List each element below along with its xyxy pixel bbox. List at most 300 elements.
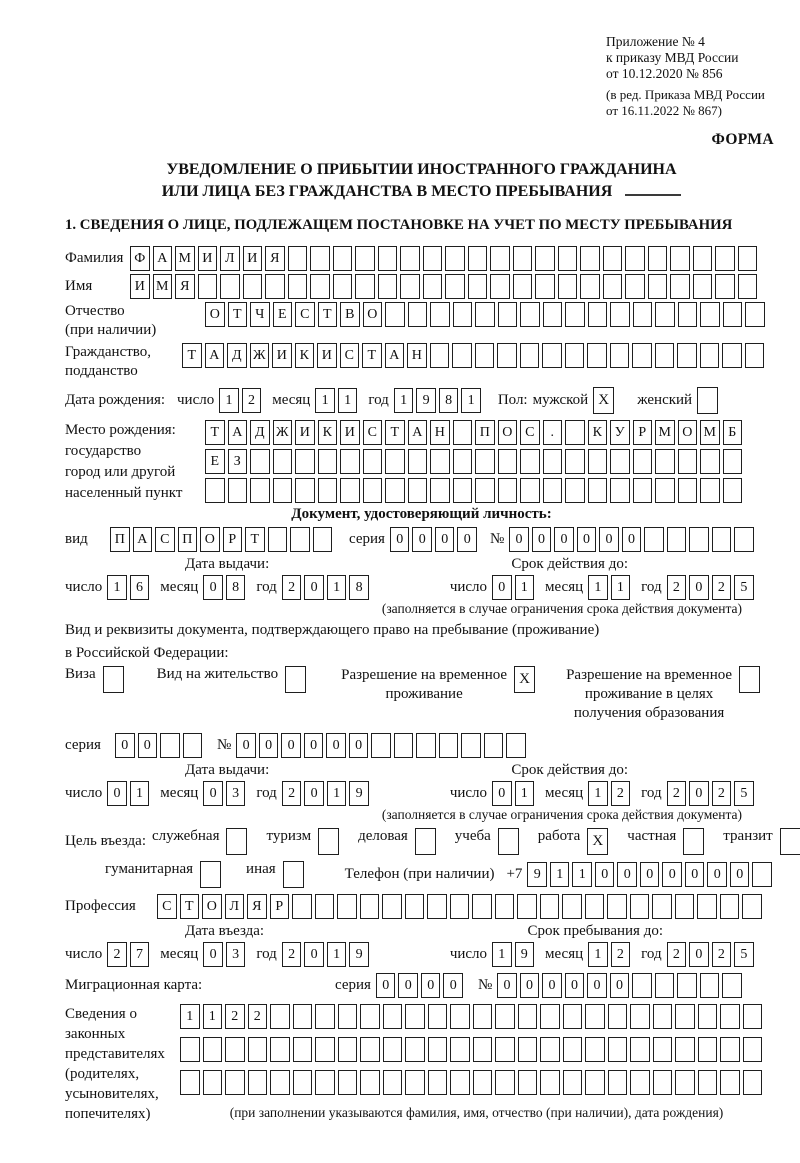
given-name-cell[interactable] (423, 274, 443, 299)
citizenship-cell[interactable]: А (385, 343, 405, 368)
birth-place-cell[interactable]: П (475, 420, 495, 445)
purpose-other-checkbox[interactable] (283, 861, 304, 888)
phone-digit-cell[interactable]: 0 (617, 862, 637, 887)
female-checkbox[interactable] (697, 387, 718, 414)
migration-number-cell[interactable]: 0 (565, 973, 585, 998)
birth-place-cell[interactable] (453, 449, 473, 474)
identity-series-cell[interactable]: 0 (457, 527, 477, 552)
legal-reps-cell[interactable] (428, 1004, 448, 1029)
phone-digit-cell[interactable]: 1 (550, 862, 570, 887)
legal-reps-cell[interactable] (473, 1070, 493, 1095)
legal-reps-cell[interactable] (338, 1037, 358, 1062)
surname-cell[interactable] (738, 246, 758, 271)
citizenship-cell[interactable] (632, 343, 652, 368)
identity-number-cell[interactable]: 0 (599, 527, 619, 552)
migration-number-cell[interactable]: 0 (520, 973, 540, 998)
profession-cell[interactable] (562, 894, 582, 919)
residence-number-cell[interactable]: 0 (349, 733, 369, 758)
identity-kind-cell[interactable]: С (155, 527, 175, 552)
citizenship-cell[interactable] (565, 343, 585, 368)
legal-reps-cell[interactable] (428, 1070, 448, 1095)
identity-expiry-day-cell[interactable]: 1 (515, 575, 535, 600)
surname-cell[interactable] (648, 246, 668, 271)
legal-reps-cell[interactable] (630, 1037, 650, 1062)
birth-month-cell[interactable]: 1 (338, 388, 358, 413)
legal-reps-cell[interactable] (585, 1004, 605, 1029)
citizenship-cell[interactable]: Д (227, 343, 247, 368)
entry-month-cell[interactable]: 0 (203, 942, 223, 967)
legal-reps-cell[interactable] (540, 1004, 560, 1029)
citizenship-cell[interactable]: А (205, 343, 225, 368)
patronymic-cell[interactable] (543, 302, 563, 327)
birth-year-cell[interactable]: 9 (416, 388, 436, 413)
identity-number-cell[interactable]: 0 (532, 527, 552, 552)
birth-place-cell[interactable]: У (610, 420, 630, 445)
entry-day-cell[interactable]: 7 (130, 942, 150, 967)
identity-expiry-year-cell[interactable]: 2 (667, 575, 687, 600)
surname-cell[interactable] (693, 246, 713, 271)
profession-cell[interactable] (675, 894, 695, 919)
migration-number-cell[interactable]: 0 (497, 973, 517, 998)
birth-place-cell[interactable] (520, 478, 540, 503)
given-name-cell[interactable] (693, 274, 713, 299)
legal-reps-cell[interactable] (338, 1070, 358, 1095)
identity-kind-cell[interactable]: Т (245, 527, 265, 552)
birth-place-cell[interactable] (295, 449, 315, 474)
patronymic-cell[interactable] (475, 302, 495, 327)
surname-cell[interactable] (468, 246, 488, 271)
citizenship-cell[interactable]: Т (362, 343, 382, 368)
profession-cell[interactable] (427, 894, 447, 919)
legal-reps-cell[interactable] (270, 1037, 290, 1062)
legal-reps-cell[interactable] (630, 1070, 650, 1095)
visa-checkbox[interactable] (103, 666, 124, 693)
residence-series-cell[interactable]: 0 (138, 733, 158, 758)
birth-place-cell[interactable] (700, 449, 720, 474)
stay-until-month-cell[interactable]: 1 (588, 942, 608, 967)
residence-number-cell[interactable] (439, 733, 459, 758)
legal-reps-cell[interactable] (180, 1037, 200, 1062)
entry-year-cell[interactable]: 9 (349, 942, 369, 967)
citizenship-cell[interactable] (452, 343, 472, 368)
given-name-cell[interactable] (535, 274, 555, 299)
identity-issue-year-cell[interactable]: 1 (327, 575, 347, 600)
surname-cell[interactable] (513, 246, 533, 271)
birth-place-cell[interactable] (318, 449, 338, 474)
legal-reps-cell[interactable] (338, 1004, 358, 1029)
residence-number-cell[interactable] (484, 733, 504, 758)
residence-number-cell[interactable]: 0 (281, 733, 301, 758)
patronymic-cell[interactable]: Т (228, 302, 248, 327)
birth-place-cell[interactable]: И (295, 420, 315, 445)
phone-digit-cell[interactable]: 0 (662, 862, 682, 887)
surname-cell[interactable] (535, 246, 555, 271)
legal-reps-cell[interactable] (315, 1070, 335, 1095)
birth-day-cell[interactable]: 1 (219, 388, 239, 413)
stay-until-day-cell[interactable]: 1 (492, 942, 512, 967)
legal-reps-cell[interactable] (518, 1070, 538, 1095)
patronymic-cell[interactable]: Т (318, 302, 338, 327)
surname-cell[interactable] (625, 246, 645, 271)
citizenship-cell[interactable]: Т (182, 343, 202, 368)
birth-place-cell[interactable] (475, 449, 495, 474)
profession-cell[interactable] (652, 894, 672, 919)
birth-place-cell[interactable] (453, 420, 473, 445)
surname-cell[interactable] (603, 246, 623, 271)
surname-cell[interactable] (378, 246, 398, 271)
profession-cell[interactable] (697, 894, 717, 919)
birth-place-cell[interactable]: А (228, 420, 248, 445)
legal-reps-cell[interactable] (630, 1004, 650, 1029)
identity-expiry-month-cell[interactable]: 1 (611, 575, 631, 600)
profession-cell[interactable] (472, 894, 492, 919)
surname-cell[interactable]: Ф (130, 246, 150, 271)
surname-cell[interactable] (288, 246, 308, 271)
patronymic-cell[interactable] (453, 302, 473, 327)
surname-cell[interactable] (670, 246, 690, 271)
profession-cell[interactable] (337, 894, 357, 919)
phone-digit-cell[interactable]: 0 (730, 862, 750, 887)
residence-number-cell[interactable] (394, 733, 414, 758)
birth-place-cell[interactable]: С (363, 420, 383, 445)
surname-cell[interactable]: И (243, 246, 263, 271)
birth-year-cell[interactable]: 1 (394, 388, 414, 413)
surname-cell[interactable] (445, 246, 465, 271)
given-name-cell[interactable] (580, 274, 600, 299)
residence-issue-year-cell[interactable]: 2 (282, 781, 302, 806)
stay-until-year-cell[interactable]: 2 (712, 942, 732, 967)
legal-reps-cell[interactable] (383, 1037, 403, 1062)
birth-place-cell[interactable] (340, 449, 360, 474)
residence-series-cell[interactable] (183, 733, 203, 758)
profession-cell[interactable] (405, 894, 425, 919)
phone-digit-cell[interactable]: 0 (640, 862, 660, 887)
birth-place-cell[interactable] (318, 478, 338, 503)
surname-cell[interactable]: М (175, 246, 195, 271)
birth-place-cell[interactable] (678, 478, 698, 503)
migration-number-cell[interactable]: 0 (587, 973, 607, 998)
identity-issue-day-cell[interactable]: 1 (107, 575, 127, 600)
given-name-cell[interactable] (558, 274, 578, 299)
profession-cell[interactable]: Т (180, 894, 200, 919)
legal-reps-cell[interactable]: 2 (248, 1004, 268, 1029)
entry-month-cell[interactable]: 3 (226, 942, 246, 967)
purpose-business-checkbox[interactable] (415, 828, 436, 855)
residence-number-cell[interactable]: 0 (236, 733, 256, 758)
identity-number-cell[interactable] (644, 527, 664, 552)
birth-place-cell[interactable] (543, 478, 563, 503)
phone-digit-cell[interactable]: 0 (595, 862, 615, 887)
patronymic-cell[interactable]: Е (273, 302, 293, 327)
patronymic-cell[interactable]: Ч (250, 302, 270, 327)
given-name-cell[interactable] (468, 274, 488, 299)
legal-reps-cell[interactable] (383, 1070, 403, 1095)
given-name-cell[interactable] (220, 274, 240, 299)
legal-reps-cell[interactable]: 1 (180, 1004, 200, 1029)
birth-place-cell[interactable] (363, 478, 383, 503)
birth-place-cell[interactable] (205, 478, 225, 503)
legal-reps-cell[interactable] (203, 1070, 223, 1095)
identity-kind-cell[interactable] (268, 527, 288, 552)
birth-place-cell[interactable] (273, 478, 293, 503)
legal-reps-cell[interactable] (248, 1070, 268, 1095)
birth-place-cell[interactable]: Е (205, 449, 225, 474)
patronymic-cell[interactable] (385, 302, 405, 327)
legal-reps-cell[interactable] (518, 1004, 538, 1029)
migration-number-cell[interactable] (722, 973, 742, 998)
given-name-cell[interactable] (670, 274, 690, 299)
identity-number-cell[interactable] (734, 527, 754, 552)
surname-cell[interactable] (490, 246, 510, 271)
migration-number-cell[interactable]: 0 (610, 973, 630, 998)
citizenship-cell[interactable] (542, 343, 562, 368)
identity-issue-month-cell[interactable]: 8 (226, 575, 246, 600)
birth-place-cell[interactable] (543, 449, 563, 474)
patronymic-cell[interactable]: В (340, 302, 360, 327)
birth-place-cell[interactable]: . (543, 420, 563, 445)
legal-reps-cell[interactable] (743, 1004, 763, 1029)
entry-year-cell[interactable]: 0 (304, 942, 324, 967)
identity-issue-year-cell[interactable]: 2 (282, 575, 302, 600)
identity-expiry-day-cell[interactable]: 0 (492, 575, 512, 600)
given-name-cell[interactable] (265, 274, 285, 299)
profession-cell[interactable] (585, 894, 605, 919)
birth-place-cell[interactable]: О (498, 420, 518, 445)
birth-place-cell[interactable]: Н (430, 420, 450, 445)
birth-place-cell[interactable] (723, 478, 743, 503)
birth-place-cell[interactable]: К (318, 420, 338, 445)
profession-cell[interactable] (292, 894, 312, 919)
identity-issue-month-cell[interactable]: 0 (203, 575, 223, 600)
identity-expiry-year-cell[interactable]: 0 (689, 575, 709, 600)
birth-place-cell[interactable] (408, 449, 428, 474)
birth-place-cell[interactable]: И (340, 420, 360, 445)
given-name-cell[interactable] (378, 274, 398, 299)
surname-cell[interactable] (400, 246, 420, 271)
given-name-cell[interactable] (648, 274, 668, 299)
legal-reps-cell[interactable] (698, 1004, 718, 1029)
migration-number-cell[interactable] (632, 973, 652, 998)
given-name-cell[interactable] (198, 274, 218, 299)
legal-reps-cell[interactable] (720, 1004, 740, 1029)
patronymic-cell[interactable] (430, 302, 450, 327)
birth-place-cell[interactable] (565, 478, 585, 503)
legal-reps-cell[interactable] (450, 1004, 470, 1029)
legal-reps-cell[interactable] (720, 1070, 740, 1095)
legal-reps-cell[interactable] (518, 1037, 538, 1062)
patronymic-cell[interactable]: О (363, 302, 383, 327)
residence-issue-year-cell[interactable]: 1 (327, 781, 347, 806)
citizenship-cell[interactable]: Ж (250, 343, 270, 368)
identity-number-cell[interactable] (689, 527, 709, 552)
patronymic-cell[interactable] (655, 302, 675, 327)
legal-reps-cell[interactable] (383, 1004, 403, 1029)
legal-reps-cell[interactable] (428, 1037, 448, 1062)
birth-month-cell[interactable]: 1 (315, 388, 335, 413)
identity-expiry-year-cell[interactable]: 2 (712, 575, 732, 600)
purpose-tourism-checkbox[interactable] (318, 828, 339, 855)
residence-expiry-month-cell[interactable]: 1 (588, 781, 608, 806)
legal-reps-cell[interactable] (473, 1004, 493, 1029)
legal-reps-cell[interactable] (653, 1037, 673, 1062)
legal-reps-cell[interactable] (585, 1037, 605, 1062)
profession-cell[interactable] (495, 894, 515, 919)
residence-expiry-year-cell[interactable]: 5 (734, 781, 754, 806)
legal-reps-cell[interactable] (270, 1070, 290, 1095)
residence-permit-checkbox[interactable] (285, 666, 306, 693)
birth-place-cell[interactable] (610, 478, 630, 503)
birth-place-cell[interactable] (678, 449, 698, 474)
legal-reps-cell[interactable] (248, 1037, 268, 1062)
identity-number-cell[interactable]: 0 (509, 527, 529, 552)
legal-reps-cell[interactable] (653, 1004, 673, 1029)
birth-year-cell[interactable]: 1 (461, 388, 481, 413)
patronymic-cell[interactable] (610, 302, 630, 327)
citizenship-cell[interactable]: И (317, 343, 337, 368)
birth-place-cell[interactable] (228, 478, 248, 503)
legal-reps-cell[interactable] (563, 1004, 583, 1029)
migration-series-cell[interactable]: 0 (398, 973, 418, 998)
birth-place-cell[interactable] (385, 478, 405, 503)
legal-reps-cell[interactable] (315, 1037, 335, 1062)
citizenship-cell[interactable] (497, 343, 517, 368)
residence-expiry-year-cell[interactable]: 2 (712, 781, 732, 806)
legal-reps-cell[interactable]: 2 (225, 1004, 245, 1029)
citizenship-cell[interactable] (700, 343, 720, 368)
legal-reps-cell[interactable] (405, 1070, 425, 1095)
birth-place-cell[interactable]: Ж (273, 420, 293, 445)
patronymic-cell[interactable] (723, 302, 743, 327)
legal-reps-cell[interactable] (743, 1037, 763, 1062)
legal-reps-cell[interactable] (608, 1070, 628, 1095)
migration-series-cell[interactable]: 0 (443, 973, 463, 998)
residence-number-cell[interactable] (371, 733, 391, 758)
phone-digit-cell[interactable]: 9 (527, 862, 547, 887)
birth-place-cell[interactable] (633, 478, 653, 503)
phone-digit-cell[interactable] (752, 862, 772, 887)
legal-reps-cell[interactable] (495, 1070, 515, 1095)
birth-place-cell[interactable]: М (700, 420, 720, 445)
legal-reps-cell[interactable] (563, 1037, 583, 1062)
identity-number-cell[interactable]: 0 (554, 527, 574, 552)
birth-place-cell[interactable] (430, 449, 450, 474)
identity-number-cell[interactable] (667, 527, 687, 552)
given-name-cell[interactable] (715, 274, 735, 299)
legal-reps-cell[interactable] (473, 1037, 493, 1062)
temp-residence-checkbox[interactable]: X (514, 666, 535, 693)
citizenship-cell[interactable] (587, 343, 607, 368)
profession-cell[interactable] (540, 894, 560, 919)
given-name-cell[interactable]: Я (175, 274, 195, 299)
identity-kind-cell[interactable]: А (133, 527, 153, 552)
legal-reps-cell[interactable] (675, 1070, 695, 1095)
given-name-cell[interactable] (355, 274, 375, 299)
profession-cell[interactable]: Я (247, 894, 267, 919)
birth-place-cell[interactable] (723, 449, 743, 474)
birth-place-cell[interactable] (363, 449, 383, 474)
profession-cell[interactable] (315, 894, 335, 919)
patronymic-cell[interactable] (588, 302, 608, 327)
surname-cell[interactable]: И (198, 246, 218, 271)
identity-number-cell[interactable]: 0 (622, 527, 642, 552)
identity-series-cell[interactable]: 0 (412, 527, 432, 552)
given-name-cell[interactable] (310, 274, 330, 299)
legal-reps-cell[interactable] (585, 1070, 605, 1095)
identity-kind-cell[interactable]: П (178, 527, 198, 552)
migration-series-cell[interactable]: 0 (421, 973, 441, 998)
edu-residence-checkbox[interactable] (739, 666, 760, 693)
given-name-cell[interactable]: М (153, 274, 173, 299)
identity-series-cell[interactable]: 0 (390, 527, 410, 552)
residence-series-cell[interactable]: 0 (115, 733, 135, 758)
residence-number-cell[interactable] (506, 733, 526, 758)
legal-reps-cell[interactable] (360, 1004, 380, 1029)
phone-digit-cell[interactable]: 0 (685, 862, 705, 887)
migration-number-cell[interactable]: 0 (542, 973, 562, 998)
profession-cell[interactable] (360, 894, 380, 919)
residence-expiry-year-cell[interactable]: 2 (667, 781, 687, 806)
residence-number-cell[interactable]: 0 (304, 733, 324, 758)
patronymic-cell[interactable] (678, 302, 698, 327)
legal-reps-cell[interactable] (315, 1004, 335, 1029)
profession-cell[interactable] (607, 894, 627, 919)
residence-number-cell[interactable] (461, 733, 481, 758)
birth-place-cell[interactable] (520, 449, 540, 474)
surname-cell[interactable] (558, 246, 578, 271)
birth-place-cell[interactable]: М (655, 420, 675, 445)
given-name-cell[interactable] (333, 274, 353, 299)
profession-cell[interactable]: Л (225, 894, 245, 919)
identity-number-cell[interactable]: 0 (577, 527, 597, 552)
legal-reps-cell[interactable]: 1 (203, 1004, 223, 1029)
legal-reps-cell[interactable] (653, 1070, 673, 1095)
birth-place-cell[interactable] (498, 449, 518, 474)
residence-issue-day-cell[interactable]: 1 (130, 781, 150, 806)
patronymic-cell[interactable] (408, 302, 428, 327)
legal-reps-cell[interactable] (563, 1070, 583, 1095)
profession-cell[interactable] (450, 894, 470, 919)
birth-place-cell[interactable] (588, 478, 608, 503)
birth-place-cell[interactable]: Б (723, 420, 743, 445)
legal-reps-cell[interactable] (675, 1004, 695, 1029)
legal-reps-cell[interactable] (608, 1004, 628, 1029)
citizenship-cell[interactable]: К (295, 343, 315, 368)
citizenship-cell[interactable]: Н (407, 343, 427, 368)
surname-cell[interactable] (715, 246, 735, 271)
identity-series-cell[interactable]: 0 (435, 527, 455, 552)
given-name-cell[interactable] (603, 274, 623, 299)
stay-until-year-cell[interactable]: 0 (689, 942, 709, 967)
patronymic-cell[interactable] (633, 302, 653, 327)
residence-issue-month-cell[interactable]: 3 (226, 781, 246, 806)
given-name-cell[interactable] (288, 274, 308, 299)
legal-reps-cell[interactable] (608, 1037, 628, 1062)
given-name-cell[interactable] (490, 274, 510, 299)
patronymic-cell[interactable] (520, 302, 540, 327)
patronymic-cell[interactable]: О (205, 302, 225, 327)
identity-issue-year-cell[interactable]: 8 (349, 575, 369, 600)
birth-place-cell[interactable] (430, 478, 450, 503)
legal-reps-cell[interactable] (270, 1004, 290, 1029)
citizenship-cell[interactable] (520, 343, 540, 368)
residence-number-cell[interactable]: 0 (259, 733, 279, 758)
birth-place-cell[interactable]: Д (250, 420, 270, 445)
purpose-study-checkbox[interactable] (498, 828, 519, 855)
given-name-cell[interactable]: И (130, 274, 150, 299)
birth-place-cell[interactable] (408, 478, 428, 503)
birth-place-cell[interactable] (565, 449, 585, 474)
citizenship-cell[interactable] (655, 343, 675, 368)
